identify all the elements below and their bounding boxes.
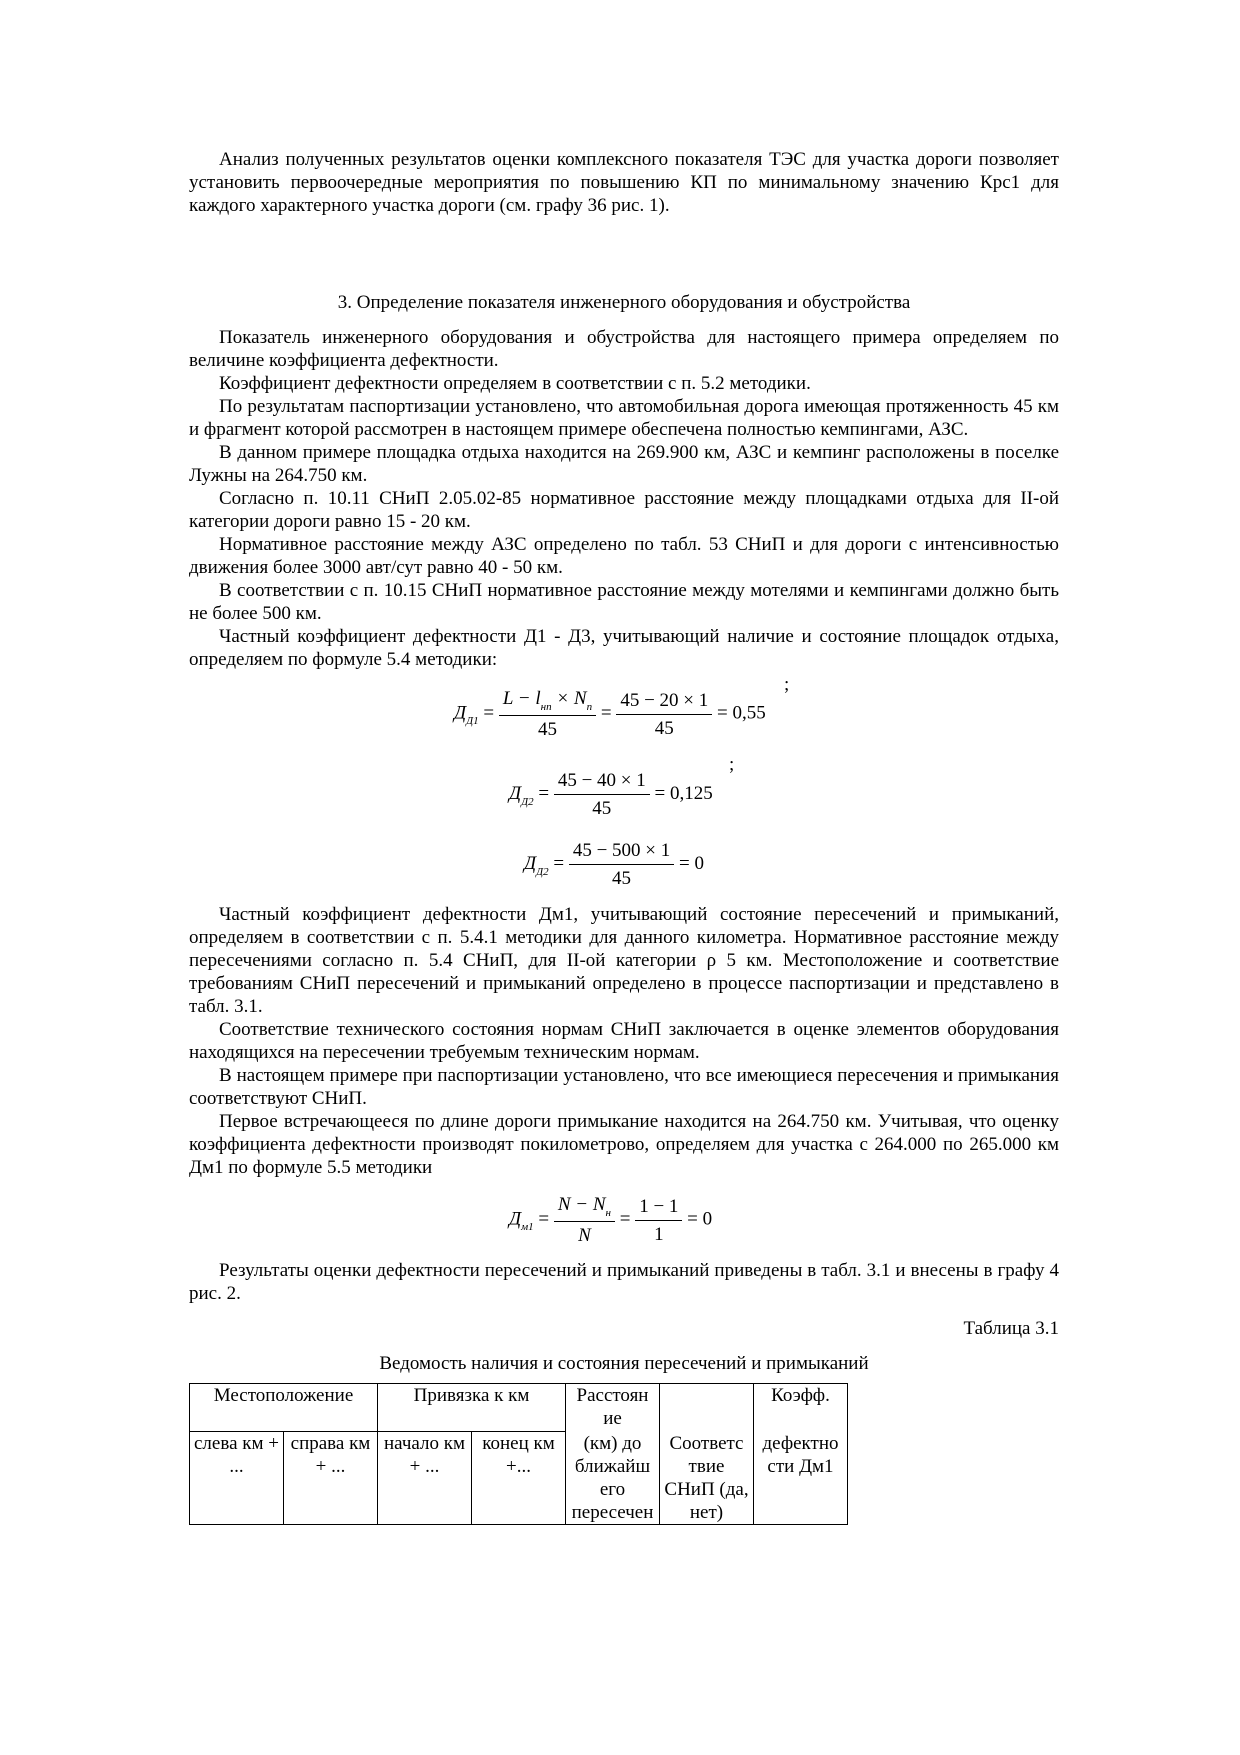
formula-semicolon: ; — [784, 674, 790, 695]
formula-block-dm1 — [189, 1179, 1059, 1259]
header-coef: Коэфф. — [754, 1384, 848, 1432]
paragraph: Нормативное расстояние между АЗС определено по табл. 53 СНиП и для дороги с интенсивностью движения более 3000 авт/сут равно 40 - 50 км. — [189, 534, 1059, 578]
table-caption: Ведомость наличия и состояния пересечений и примыканий — [379, 1353, 869, 1374]
paragraph: Частный коэффициент дефектности Д1 - Д3, учитывающий наличие и состояние площадок отдыха, определяем по формуле 5.4 методики: — [189, 626, 1059, 670]
header-binding: Привязка к км — [378, 1384, 566, 1432]
fraction: $\frac{1 - 1}{1}$ — [635, 1195, 682, 1246]
paragraph: Согласно п. 10.11 СНиП 2.05.02-85 нормативное расстояние между площадками отдыха для II-ой категории дороги равно 15 - 20 км. — [189, 488, 1059, 532]
fraction: $\frac{N - N_н}{N}$ — [554, 1193, 615, 1247]
header-left: слева км + ... — [190, 1432, 284, 1525]
header-conformity-top — [660, 1384, 754, 1432]
paragraph: В данном примере площадка отдыха находится на 269.900 км, АЗС и кемпинг расположены в поселке Лужны на 264.750 км. — [189, 442, 1059, 486]
paragraph: Соответствие технического состояния нормам СНиП заключается в оценке элементов оборудования находящихся на пересечении требуемым техническим нормам. — [189, 1019, 1059, 1063]
paragraph: Показатель инженерного оборудования и обустройства для настоящего примера определяем по величине коэффициента дефектности. — [189, 327, 1059, 371]
formula-d3: $Д_{Д2}$ = $\frac{45 - 500 \times 1}{45}$ = 0 — [524, 840, 704, 889]
table-label: Таблица 3.1 — [963, 1318, 1059, 1339]
paragraph-intro: Анализ полученных результатов оценки комплексного показателя ТЭС для участка дороги позволяет установить первоочередные мероприятия по повышению КП по минимальному значению Крс1 для каждого характерного участка дороги (см. графу 36 рис. 1). — [189, 149, 1059, 216]
header-right: справа км + ... — [284, 1432, 378, 1525]
paragraph: Частный коэффициент дефектности Дм1, учитывающий состояние пересечений и примыканий, определяем в соответствии с п. 5.4.1 методики для данного километра. Нормативное расстояние между пересечениями согласно п. 5.4 СНиП, для II-ой категории ρ 5 км. Местоположение и соответствие требованиям СНиП пересечений и примыканий определено в процессе паспортизации и представлено в табл. 3.1. — [189, 904, 1059, 1017]
header-conformity: Соответс твие СНиП (да, нет) — [660, 1432, 754, 1525]
formula-d2: $Д_{Д2}$ = $\frac{45 - 40 \times 1}{45}$ = 0,125 — [509, 770, 713, 819]
paragraph: Первое встречающееся по длине дороги примыкание находится на 264.750 км. Учитывая, что оценку коэффициента дефектности производят покилометрово, определяем для участка с 264.000 по 265.000 км Дм1 по формуле 5.5 методики — [189, 1111, 1059, 1178]
fraction: $\frac{45 - 20 \times 1}{45}$ — [616, 689, 712, 740]
formula-dm1: $Д_{м1}$ = $\frac{N - N_н}{N}$ = $\frac{1 - 1}{1}$ = 0 — [509, 1194, 713, 1246]
formula-d1: $Д_{Д1}$ = $\frac{L - l_{нп} \times N_п}{45}$ = $\frac{45 - 20 \times 1}{45}$ = 0,55 — [454, 688, 766, 740]
fraction: $\frac{45 - 40 \times 1}{45}$ — [554, 769, 650, 820]
crossings-table — [189, 1383, 848, 1525]
fraction: $\frac{45 - 500 \times 1}{45}$ — [569, 839, 674, 890]
section-heading: 3. Определение показателя инженерного оборудования и обустройства — [337, 292, 911, 313]
fraction: $\frac{L - l_{нп} \times N_п}{45}$ — [499, 687, 596, 741]
header-distance-cont: (км) до ближайш его пересечен — [566, 1432, 660, 1525]
header-start: начало км + ... — [378, 1432, 472, 1525]
formula-block-d1-d3 — [189, 671, 1059, 903]
header-location: Местоположение — [190, 1384, 378, 1432]
formula-semicolon: ; — [729, 754, 735, 775]
paragraph: Результаты оценки дефектности пересечений и примыканий приведены в табл. 3.1 и внесены в графу 4 рис. 2. — [189, 1260, 1059, 1304]
document-page — [189, 148, 1059, 1525]
header-end: конец км +... — [472, 1432, 566, 1525]
paragraph: Коэффициент дефектности определяем в соответствии с п. 5.2 методики. — [219, 373, 811, 394]
paragraph: В настоящем примере при паспортизации установлено, что все имеющиеся пересечения и примыкания соответствуют СНиП. — [189, 1065, 1059, 1109]
header-distance: Расстоян ие — [566, 1384, 660, 1432]
header-coef-cont: дефектно сти Дм1 — [754, 1432, 848, 1525]
paragraph: По результатам паспортизации установлено, что автомобильная дорога имеющая протяженность 45 км и фрагмент которой рассмотрен в настоящем примере обеспечена полностью кемпингами, АЗС. — [189, 396, 1059, 440]
paragraph: В соответствии с п. 10.15 СНиП нормативное расстояние между мотелями и кемпингами должно быть не более 500 км. — [189, 580, 1059, 624]
